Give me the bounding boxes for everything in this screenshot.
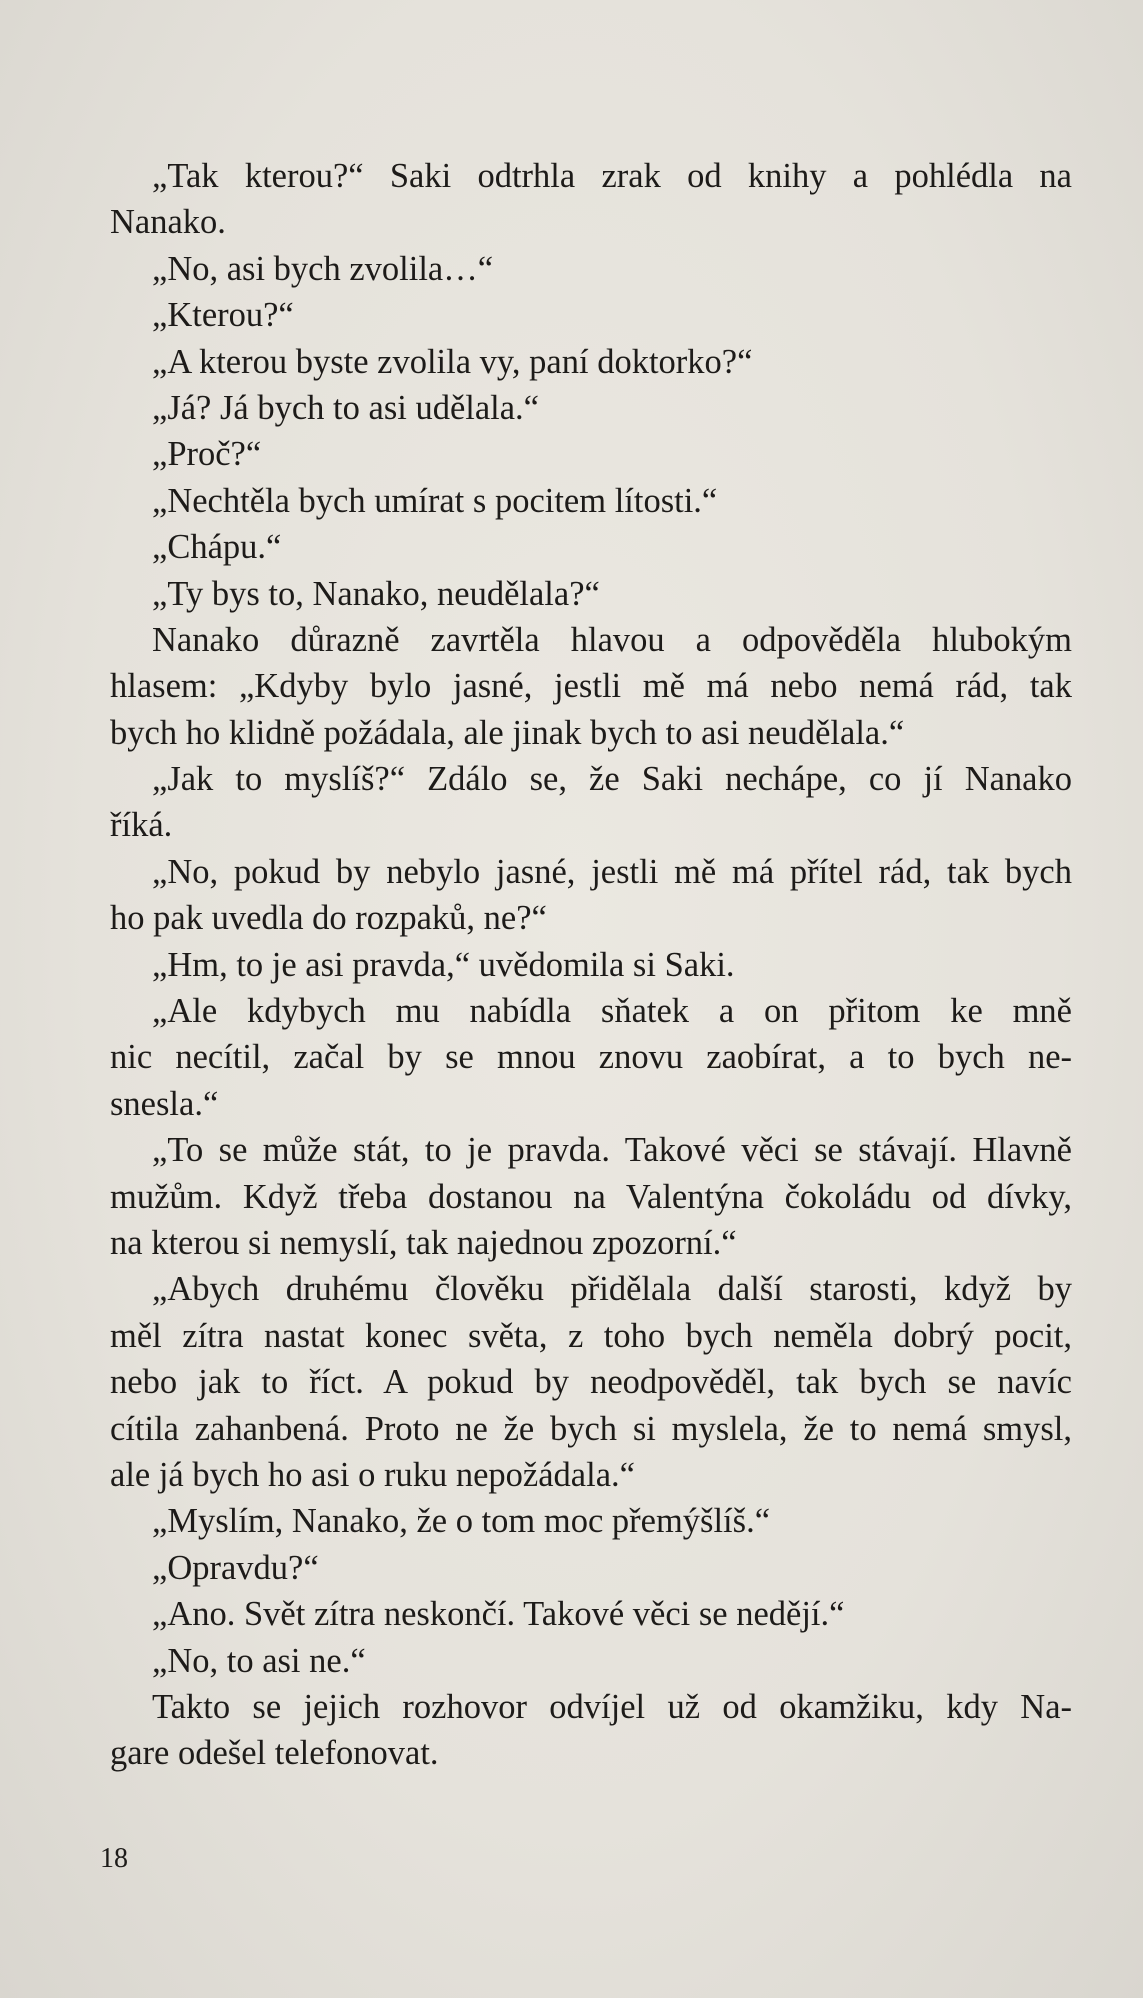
text-line: „Myslím, Nanako, že o tom moc přemýšlíš.“	[152, 1502, 771, 1541]
text-line: hlasem: „Kdyby bylo jasné, jestli mě má nebo nemá rád, tak	[110, 667, 1072, 706]
text-line: říká.	[110, 806, 173, 845]
text-line: „Abych druhému člověku přidělala další starosti, když by	[152, 1270, 1072, 1309]
text-line: „A kterou byste zvolila vy, paní doktorko?“	[152, 342, 753, 381]
text-line: „Já? Já bych to asi udělala.“	[152, 388, 539, 427]
text-line: ho pak uvedla do rozpaků, ne?“	[110, 899, 547, 938]
text-line: nic necítil, začal by se mnou znovu zaobírat, a to bych ne-	[110, 1038, 1072, 1077]
text-line: „Ano. Svět zítra neskončí. Takové věci se nedějí.“	[152, 1595, 845, 1634]
text-line: Nanako.	[110, 203, 226, 242]
text-line: „To se může stát, to je pravda. Takové věci se stávají. Hlavně	[152, 1131, 1072, 1170]
text-line: bych ho klidně požádala, ale jinak bych to asi neudělala.“	[110, 713, 905, 752]
body-text	[110, 153, 1072, 1777]
text-line: na kterou si nemyslí, tak najednou zpozorní.“	[110, 1223, 737, 1262]
text-line: „Nechtěla bych umírat s pocitem lítosti.“	[152, 481, 718, 520]
text-line: „Hm, to je asi pravda,“ uvědomila si Saki.	[152, 945, 735, 984]
text-line: cítila zahanbená. Proto ne že bych si myslela, že to nemá smysl,	[110, 1409, 1072, 1448]
text-line: „Ale kdybych mu nabídla sňatek a on přitom ke mně	[152, 992, 1072, 1031]
text-line: Takto se jejich rozhovor odvíjel už od okamžiku, kdy Na-	[152, 1687, 1072, 1726]
text-line: „Ty bys to, Nanako, neudělala?“	[152, 574, 600, 613]
text-line: „Jak to myslíš?“ Zdálo se, že Saki nechápe, co jí Nanako	[152, 760, 1072, 799]
text-line: „No, to asi ne.“	[152, 1641, 366, 1680]
text-line: „Proč?“	[152, 435, 262, 474]
text-line: nebo jak to říct. A pokud by neodpověděl, tak bych se navíc	[110, 1363, 1072, 1402]
text-line: snesla.“	[110, 1084, 219, 1123]
text-line: „No, asi bych zvolila…“	[152, 249, 494, 288]
text-line: mužům. Když třeba dostanou na Valentýna čokoládu od dívky,	[110, 1177, 1072, 1216]
text-line: gare odešel telefonovat.	[110, 1734, 439, 1773]
text-line: „Chápu.“	[152, 528, 282, 567]
text-line: „Opravdu?“	[152, 1548, 319, 1587]
text-line: Nanako důrazně zavrtěla hlavou a odpověděla hlubokým	[152, 620, 1072, 659]
text-line: „No, pokud by nebylo jasné, jestli mě má přítel rád, tak bych	[152, 852, 1072, 891]
text-line: měl zítra nastat konec světa, z toho bych neměla dobrý pocit,	[110, 1316, 1072, 1355]
text-line: „Kterou?“	[152, 296, 294, 335]
text-line: „Tak kterou?“ Saki odtrhla zrak od knihy a pohlédla na	[152, 157, 1072, 195]
page-number: 18	[100, 1843, 128, 1874]
text-line: ale já bych ho asi o ruku nepožádala.“	[110, 1455, 635, 1494]
